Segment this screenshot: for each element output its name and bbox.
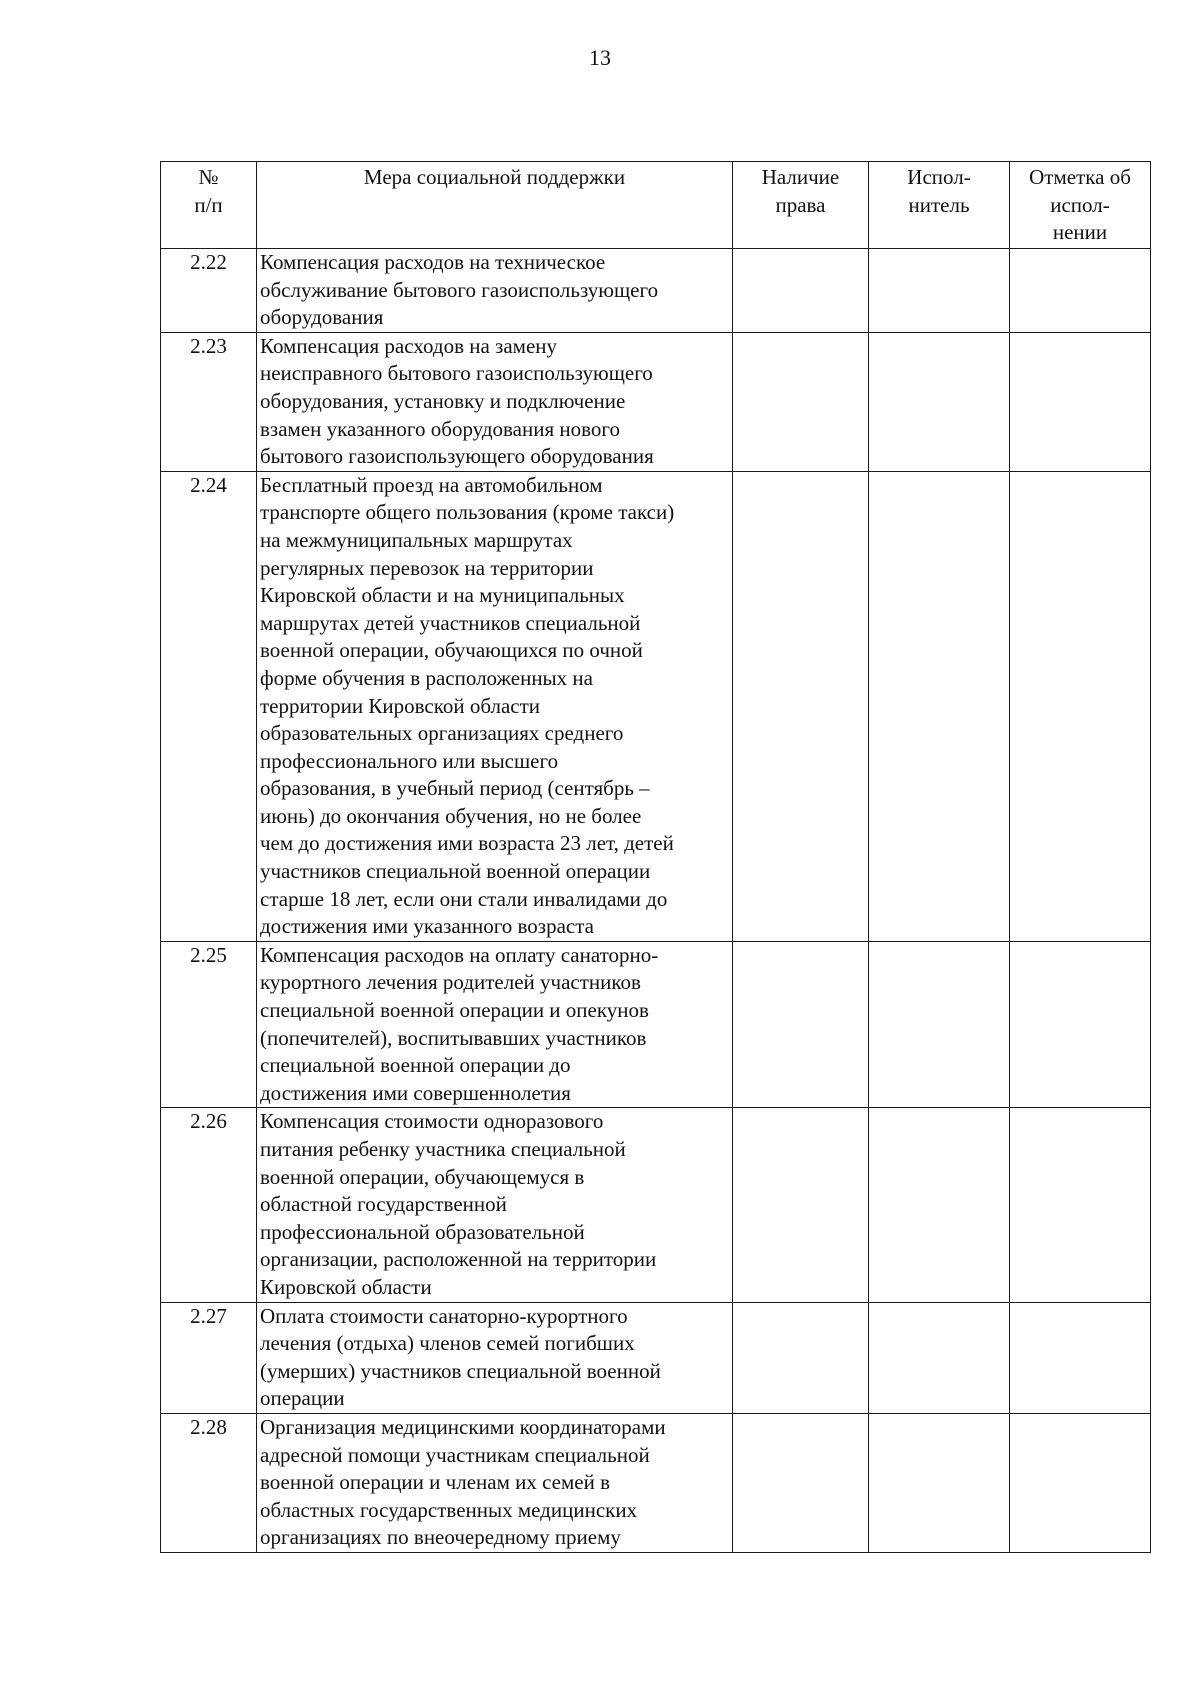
support-measures-table [160, 161, 1151, 1553]
measure-line: чем до достижения ими возраста 23 лет, детей [260, 831, 674, 856]
measure-line: Компенсация расходов на техническое [260, 250, 606, 274]
table-row [161, 249, 1151, 333]
row-number: 2.28 [161, 1413, 257, 1552]
table-row [161, 1302, 1151, 1413]
measure-line: Компенсация расходов на замену [260, 333, 558, 358]
header-num [161, 162, 257, 249]
measure-line: форме обучения в расположенных на [260, 665, 593, 690]
measure-line: старше 18 лет, если они стали инвалидами до [260, 886, 668, 911]
measure-line: июнь) до окончания обучения, но не более [260, 803, 642, 828]
measure-text [257, 1413, 733, 1552]
mark-cell [1010, 471, 1151, 941]
measure-text [257, 471, 733, 941]
measure-line: (попечителей), воспитывавших участников [260, 1025, 647, 1050]
measure-line: организации, расположенной на территории [260, 1247, 657, 1272]
row-number: 2.27 [161, 1302, 257, 1413]
row-number: 2.25 [161, 941, 257, 1108]
measure-line: на межмуниципальных маршрутах [260, 527, 573, 552]
header-right-line: Наличие [761, 165, 840, 189]
measure-line: взамен указанного оборудования нового [260, 416, 620, 441]
mark-cell [1010, 249, 1151, 333]
header-executor-line: нитель [908, 192, 970, 217]
measure-line: военной операции и членам их семей в [260, 1470, 611, 1495]
executor-cell [869, 332, 1010, 471]
measure-line: транспорте общего пользования (кроме такси) [260, 500, 675, 525]
table-row [161, 471, 1151, 941]
measure-line: профессионального или высшего [260, 748, 559, 773]
header-num-line: п/п [194, 192, 223, 217]
table-row [161, 941, 1151, 1108]
measure-line: оборудования, установку и подключение [260, 388, 626, 413]
measure-line: оборудования [260, 305, 384, 330]
page-number: 13 [589, 45, 611, 70]
measure-line: специальной военной операции до [260, 1053, 571, 1078]
measure-line: маршрутах детей участников специальной [260, 610, 641, 635]
measure-line: профессиональной образовательной [260, 1219, 585, 1244]
executor-cell [869, 1413, 1010, 1552]
header-executor [869, 162, 1010, 249]
table-body [161, 249, 1151, 1553]
executor-cell [869, 941, 1010, 1108]
row-number: 2.24 [161, 471, 257, 941]
measure-line: территории Кировской области [260, 693, 541, 718]
measure-text [257, 332, 733, 471]
row-number: 2.23 [161, 332, 257, 471]
measure-line: Кировской области и на муниципальных [260, 583, 625, 608]
measure-line: регулярных перевозок на территории [260, 555, 594, 580]
measure-line: Компенсация стоимости одноразового [260, 1109, 604, 1134]
header-mark [1010, 162, 1151, 249]
measure-line: организациях по внеочередному приему [260, 1525, 621, 1550]
right-cell [733, 1302, 869, 1413]
header-mark-line: нении [1052, 220, 1108, 245]
mark-cell [1010, 1302, 1151, 1413]
measure-line: питания ребенку участника специальной [260, 1137, 626, 1161]
measure-line: (умерших) участников специальной военной [260, 1358, 661, 1383]
table-row [161, 332, 1151, 471]
measure-line: лечения (отдыха) членов семей погибших [260, 1331, 635, 1356]
header-right [733, 162, 869, 249]
measure-line: обслуживание бытового газоиспользующего [260, 277, 659, 302]
measure-line: специальной военной операции и опекунов [260, 998, 649, 1023]
measure-line: достижения ими совершеннолетия [260, 1080, 571, 1105]
measure-line: Организация медицинскими координаторами [260, 1414, 666, 1439]
header-mark-line: испол- [1050, 192, 1110, 217]
executor-cell [869, 1108, 1010, 1302]
measure-text [257, 249, 733, 333]
right-cell [733, 249, 869, 333]
measure-text [257, 1108, 733, 1302]
measure-line: участников специальной военной операции [260, 859, 651, 884]
measure-text [257, 1302, 733, 1413]
mark-cell [1010, 1108, 1151, 1302]
measure-line: адресной помощи участникам специальной [260, 1442, 650, 1467]
mark-cell [1010, 332, 1151, 471]
measure-line: образовательных организациях среднего [260, 721, 624, 746]
measure-line: областной государственной [260, 1192, 507, 1217]
measure-line: Бесплатный проезд на автомобильном [260, 472, 603, 497]
header-right-line: права [775, 192, 826, 217]
header-mark-line: Отметка об [1029, 165, 1131, 189]
header-num-line: № [198, 165, 219, 189]
executor-cell [869, 249, 1010, 333]
right-cell [733, 1108, 869, 1302]
right-cell [733, 1413, 869, 1552]
right-cell [733, 332, 869, 471]
measure-line: Оплата стоимости санаторно-курортного [260, 1303, 628, 1328]
measure-line: военной операции, обучающихся по очной [260, 638, 643, 663]
measure-line: бытового газоиспользующего оборудования [260, 444, 654, 469]
measure-line: операции [260, 1386, 345, 1411]
measure-line: образования, в учебный период (сентябрь – [260, 776, 650, 801]
row-number: 2.22 [161, 249, 257, 333]
measure-line: курортного лечения родителей участников [260, 970, 641, 995]
row-number: 2.26 [161, 1108, 257, 1302]
measure-line: неисправного бытового газоиспользующего [260, 361, 653, 386]
measure-line: достижения ими указанного возраста [260, 914, 595, 939]
measure-line: военной операции, обучающемуся в [260, 1164, 585, 1189]
executor-cell [869, 1302, 1010, 1413]
right-cell [733, 471, 869, 941]
measure-line: Компенсация расходов на оплату санаторно- [260, 942, 659, 967]
table-row [161, 1108, 1151, 1302]
header-executor-line: Испол- [907, 165, 971, 189]
right-cell [733, 941, 869, 1108]
measure-text [257, 941, 733, 1108]
executor-cell [869, 471, 1010, 941]
mark-cell [1010, 1413, 1151, 1552]
mark-cell [1010, 941, 1151, 1108]
measure-line: Кировской области [260, 1274, 432, 1299]
header-measure: Мера социальной поддержки [257, 162, 733, 249]
table-header-row [161, 162, 1151, 249]
measure-line: областных государственных медицинских [260, 1497, 638, 1522]
table-row [161, 1413, 1151, 1552]
